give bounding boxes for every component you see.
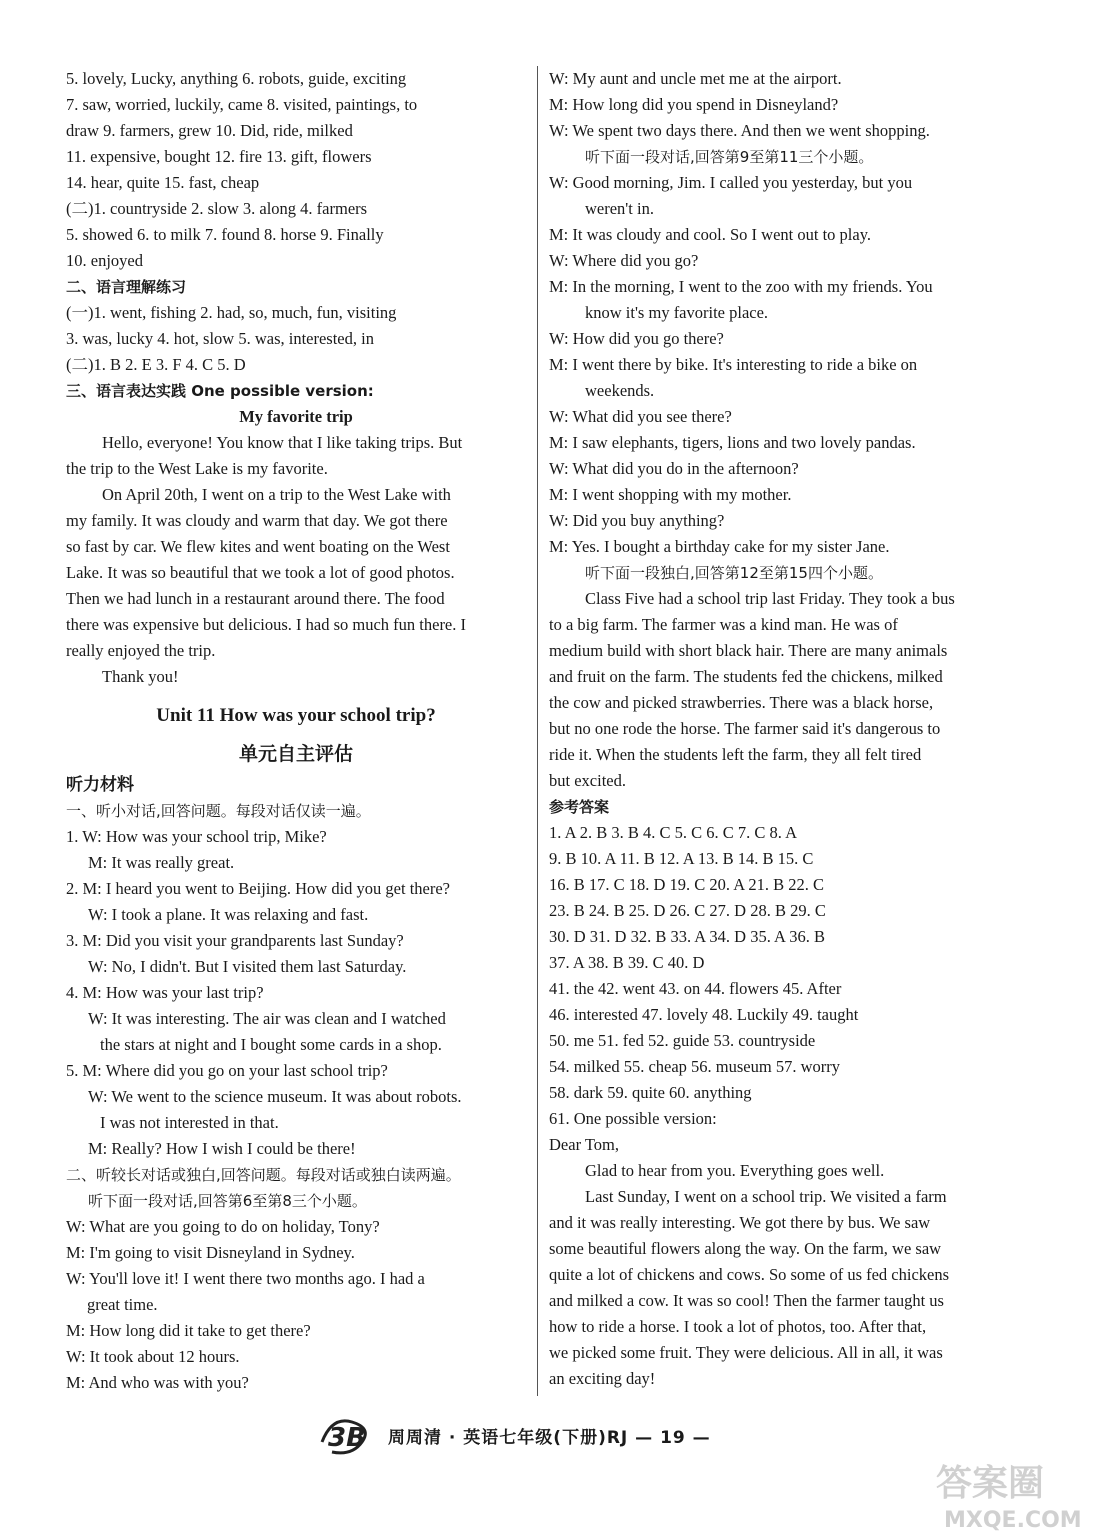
- right-column-line: weren't in.: [585, 199, 654, 218]
- right-column-line: and it was really interesting. We got there by bus. We saw: [549, 1213, 931, 1232]
- right-column-line: Last Sunday, I went on a school trip. We visited a farm: [585, 1187, 947, 1206]
- right-column-line: 23. B 24. B 25. D 26. C 27. D 28. B 29. C: [549, 901, 826, 920]
- left-column-line: M: I'm going to visit Disneyland in Sydney.: [66, 1243, 355, 1262]
- left-column-line: my family. It was cloudy and warm that day. We got there: [66, 511, 448, 530]
- left-column-line: 14. hear, quite 15. fast, cheap: [66, 173, 260, 192]
- left-column-line: 10. enjoyed: [66, 251, 143, 270]
- left-column-line: 5. lovely, Lucky, anything 6. robots, guide, exciting: [66, 69, 407, 88]
- right-column-line: 58. dark 59. quite 60. anything: [549, 1083, 752, 1102]
- left-column-line: 一、听小对话,回答问题。每段对话仅读一遍。: [66, 802, 371, 820]
- left-column-line: 3. was, lucky 4. hot, slow 5. was, interested, in: [66, 329, 374, 348]
- left-column-line: W: You'll love it! I went there two months ago. I had a: [66, 1269, 425, 1288]
- left-column-line: there was expensive but delicious. I had so much fun there. I: [66, 615, 467, 634]
- left-column-line: (二)1. B 2. E 3. F 4. C 5. D: [66, 355, 246, 374]
- right-column-line: Class Five had a school trip last Friday. They took a bus: [585, 589, 955, 608]
- right-column-line: M: How long did you spend in Disneyland?: [549, 95, 839, 114]
- right-column-line: quite a lot of chickens and cows. So some of us fed chickens: [549, 1265, 950, 1284]
- right-column-line: 听下面一段独白,回答第12至第15四个小题。: [585, 564, 883, 582]
- right-column-line: 54. milked 55. cheap 56. museum 57. worry: [549, 1057, 840, 1076]
- left-column-line: (一)1. went, fishing 2. had, so, much, fun, visiting: [66, 303, 397, 322]
- left-column-line: Then we had lunch in a restaurant around there. The food: [66, 589, 445, 608]
- right-column-line: 参考答案: [549, 798, 610, 816]
- right-column-line: the cow and picked strawberries. There was a black horse,: [549, 693, 934, 712]
- left-column-line: 二、语言理解练习: [66, 278, 187, 296]
- right-column-line: ride it. When the students left the farm, they all felt tired: [549, 745, 922, 764]
- right-column: [549, 66, 1009, 1392]
- right-column-line: and fruit on the farm. The students fed the chickens, milked: [549, 667, 943, 686]
- right-column-line: W: What did you do in the afternoon?: [549, 459, 799, 478]
- left-column-line: 5. M: Where did you go on your last school trip?: [66, 1061, 388, 1080]
- column-divider: [537, 66, 538, 1396]
- left-column-line: W: No, I didn't. But I visited them last Saturday.: [88, 957, 407, 976]
- left-column-line: M: And who was with you?: [66, 1373, 249, 1392]
- right-column-line: we picked some fruit. They were delicious. All in all, it was: [549, 1343, 943, 1362]
- left-column-line: the trip to the West Lake is my favorite.: [66, 459, 328, 478]
- left-column-line: 单元自主评估: [238, 743, 353, 765]
- right-column-line: W: We spent two days there. And then we went shopping.: [549, 121, 930, 140]
- right-column-line: M: I went there by bike. It's interesting to ride a bike on: [549, 355, 918, 374]
- right-column-line: an exciting day!: [549, 1369, 656, 1388]
- left-column-line: Thank you!: [102, 667, 179, 686]
- right-column-line: but excited.: [549, 771, 626, 790]
- right-column-line: W: My aunt and uncle met me at the airport.: [549, 69, 842, 88]
- right-column-line: 听下面一段对话,回答第9至第11三个小题。: [585, 148, 874, 166]
- left-column-line: W: What are you going to do on holiday, Tony?: [66, 1217, 380, 1236]
- right-column-line: medium build with short black hair. There are many animals: [549, 641, 948, 660]
- right-column-line: 46. interested 47. lovely 48. Luckily 49. taught: [549, 1005, 859, 1024]
- right-column-line: W: What did you see there?: [549, 407, 732, 426]
- left-column-line: My favorite trip: [239, 407, 353, 426]
- logo-text: 3B: [328, 1423, 366, 1453]
- left-column-line: W: It was interesting. The air was clean and I watched: [88, 1009, 446, 1028]
- right-column-line: Dear Tom,: [549, 1135, 620, 1154]
- right-column-line: 16. B 17. C 18. D 19. C 20. A 21. B 22. C: [549, 875, 825, 894]
- left-column-line: 二、听较长对话或独白,回答问题。每段对话或独白读两遍。: [66, 1166, 461, 1184]
- left-column-line: Hello, everyone! You know that I like taking trips. But: [102, 433, 463, 452]
- left-column-line: 4. M: How was your last trip?: [66, 983, 264, 1002]
- left-column-line: the stars at night and I bought some cards in a shop.: [100, 1035, 442, 1054]
- right-column-line: how to ride a horse. I took a lot of photos, too. After that,: [549, 1317, 927, 1336]
- right-column-line: 37. A 38. B 39. C 40. D: [549, 953, 705, 972]
- right-column-line: 9. B 10. A 11. B 12. A 13. B 14. B 15. C: [549, 849, 814, 868]
- left-column-line: 11. expensive, bought 12. fire 13. gift, flowers: [66, 147, 372, 166]
- left-column-line: Lake. It was so beautiful that we took a lot of good photos.: [66, 563, 455, 582]
- left-column-line: W: I took a plane. It was relaxing and fast.: [88, 905, 369, 924]
- right-column-line: and milked a cow. It was so cool! Then the farmer taught us: [549, 1291, 944, 1310]
- left-column-line: I was not interested in that.: [100, 1113, 279, 1132]
- left-column-line: M: Really? How I wish I could be there!: [88, 1139, 356, 1158]
- left-column-line: great time.: [87, 1295, 158, 1314]
- left-column-line: 3. M: Did you visit your grandparents last Sunday?: [66, 931, 404, 950]
- left-column-line: 听下面一段对话,回答第6至第8三个小题。: [88, 1192, 367, 1210]
- left-column-line: M: How long did it take to get there?: [66, 1321, 311, 1340]
- left-column-line: 1. W: How was your school trip, Mike?: [66, 827, 327, 846]
- right-column-line: to a big farm. The farmer was a kind man. He was of: [549, 615, 898, 634]
- brand-logo-icon: [318, 1412, 380, 1458]
- left-column-line: draw 9. farmers, grew 10. Did, ride, milked: [66, 121, 353, 140]
- page-footer: [318, 1410, 711, 1460]
- right-column-line: 1. A 2. B 3. B 4. C 5. C 6. C 7. C 8. A: [549, 823, 798, 842]
- right-column-line: some beautiful flowers along the way. On the farm, we saw: [549, 1239, 942, 1258]
- right-column-line: Glad to hear from you. Everything goes well.: [585, 1161, 885, 1180]
- right-column-line: W: Where did you go?: [549, 251, 699, 270]
- right-column-line: 30. D 31. D 32. B 33. A 34. D 35. A 36. B: [549, 927, 825, 946]
- right-column-line: W: How did you go there?: [549, 329, 724, 348]
- left-column-line: 5. showed 6. to milk 7. found 8. horse 9. Finally: [66, 225, 384, 244]
- left-column-line: On April 20th, I went on a trip to the West Lake with: [102, 485, 451, 504]
- right-column-line: 50. me 51. fed 52. guide 53. countryside: [549, 1031, 816, 1050]
- right-column-line: weekends.: [585, 381, 655, 400]
- right-column-line: W: Did you buy anything?: [549, 511, 725, 530]
- right-column-line: M: I went shopping with my mother.: [549, 485, 792, 504]
- left-column-line: 7. saw, worried, luckily, came 8. visited, paintings, to: [66, 95, 418, 114]
- right-column-line: 41. the 42. went 43. on 44. flowers 45. After: [549, 979, 842, 998]
- left-column-line: W: We went to the science museum. It was about robots.: [88, 1087, 462, 1106]
- right-column-line: but no one rode the horse. The farmer said it's dangerous to: [549, 719, 941, 738]
- left-column-line: so fast by car. We flew kites and went boating on the West: [66, 537, 450, 556]
- left-column: [66, 66, 526, 1396]
- left-column-line: really enjoyed the trip.: [66, 641, 216, 660]
- left-column-line: W: It took about 12 hours.: [66, 1347, 240, 1366]
- right-column-line: M: It was cloudy and cool. So I went out to play.: [549, 225, 872, 244]
- left-column-line: Unit 11 How was your school trip?: [156, 705, 436, 726]
- watermark: [930, 1455, 1090, 1533]
- right-column-line: M: In the morning, I went to the zoo with my friends. You: [549, 277, 933, 296]
- right-column-line: W: Good morning, Jim. I called you yesterday, but you: [549, 173, 913, 192]
- left-column-line: 听力材料: [66, 775, 134, 795]
- footer-text: 周周清 · 英语七年级(下册)RJ — 19 —: [388, 1427, 711, 1448]
- right-column-line: M: I saw elephants, tigers, lions and two lovely pandas.: [549, 433, 916, 452]
- left-column-line: M: It was really great.: [88, 853, 235, 872]
- left-column-line: (二)1. countryside 2. slow 3. along 4. farmers: [66, 199, 368, 218]
- right-column-line: know it's my favorite place.: [585, 303, 769, 322]
- left-column-line: 三、语言表达实践 One possible version:: [66, 382, 374, 400]
- right-column-line: M: Yes. I bought a birthday cake for my sister Jane.: [549, 537, 890, 556]
- watermark-logo-text: 答案圈: [936, 1463, 1045, 1504]
- watermark-url: MXQE.COM: [944, 1508, 1082, 1533]
- right-column-line: 61. One possible version:: [549, 1109, 717, 1128]
- left-column-line: 2. M: I heard you went to Beijing. How did you get there?: [66, 879, 451, 898]
